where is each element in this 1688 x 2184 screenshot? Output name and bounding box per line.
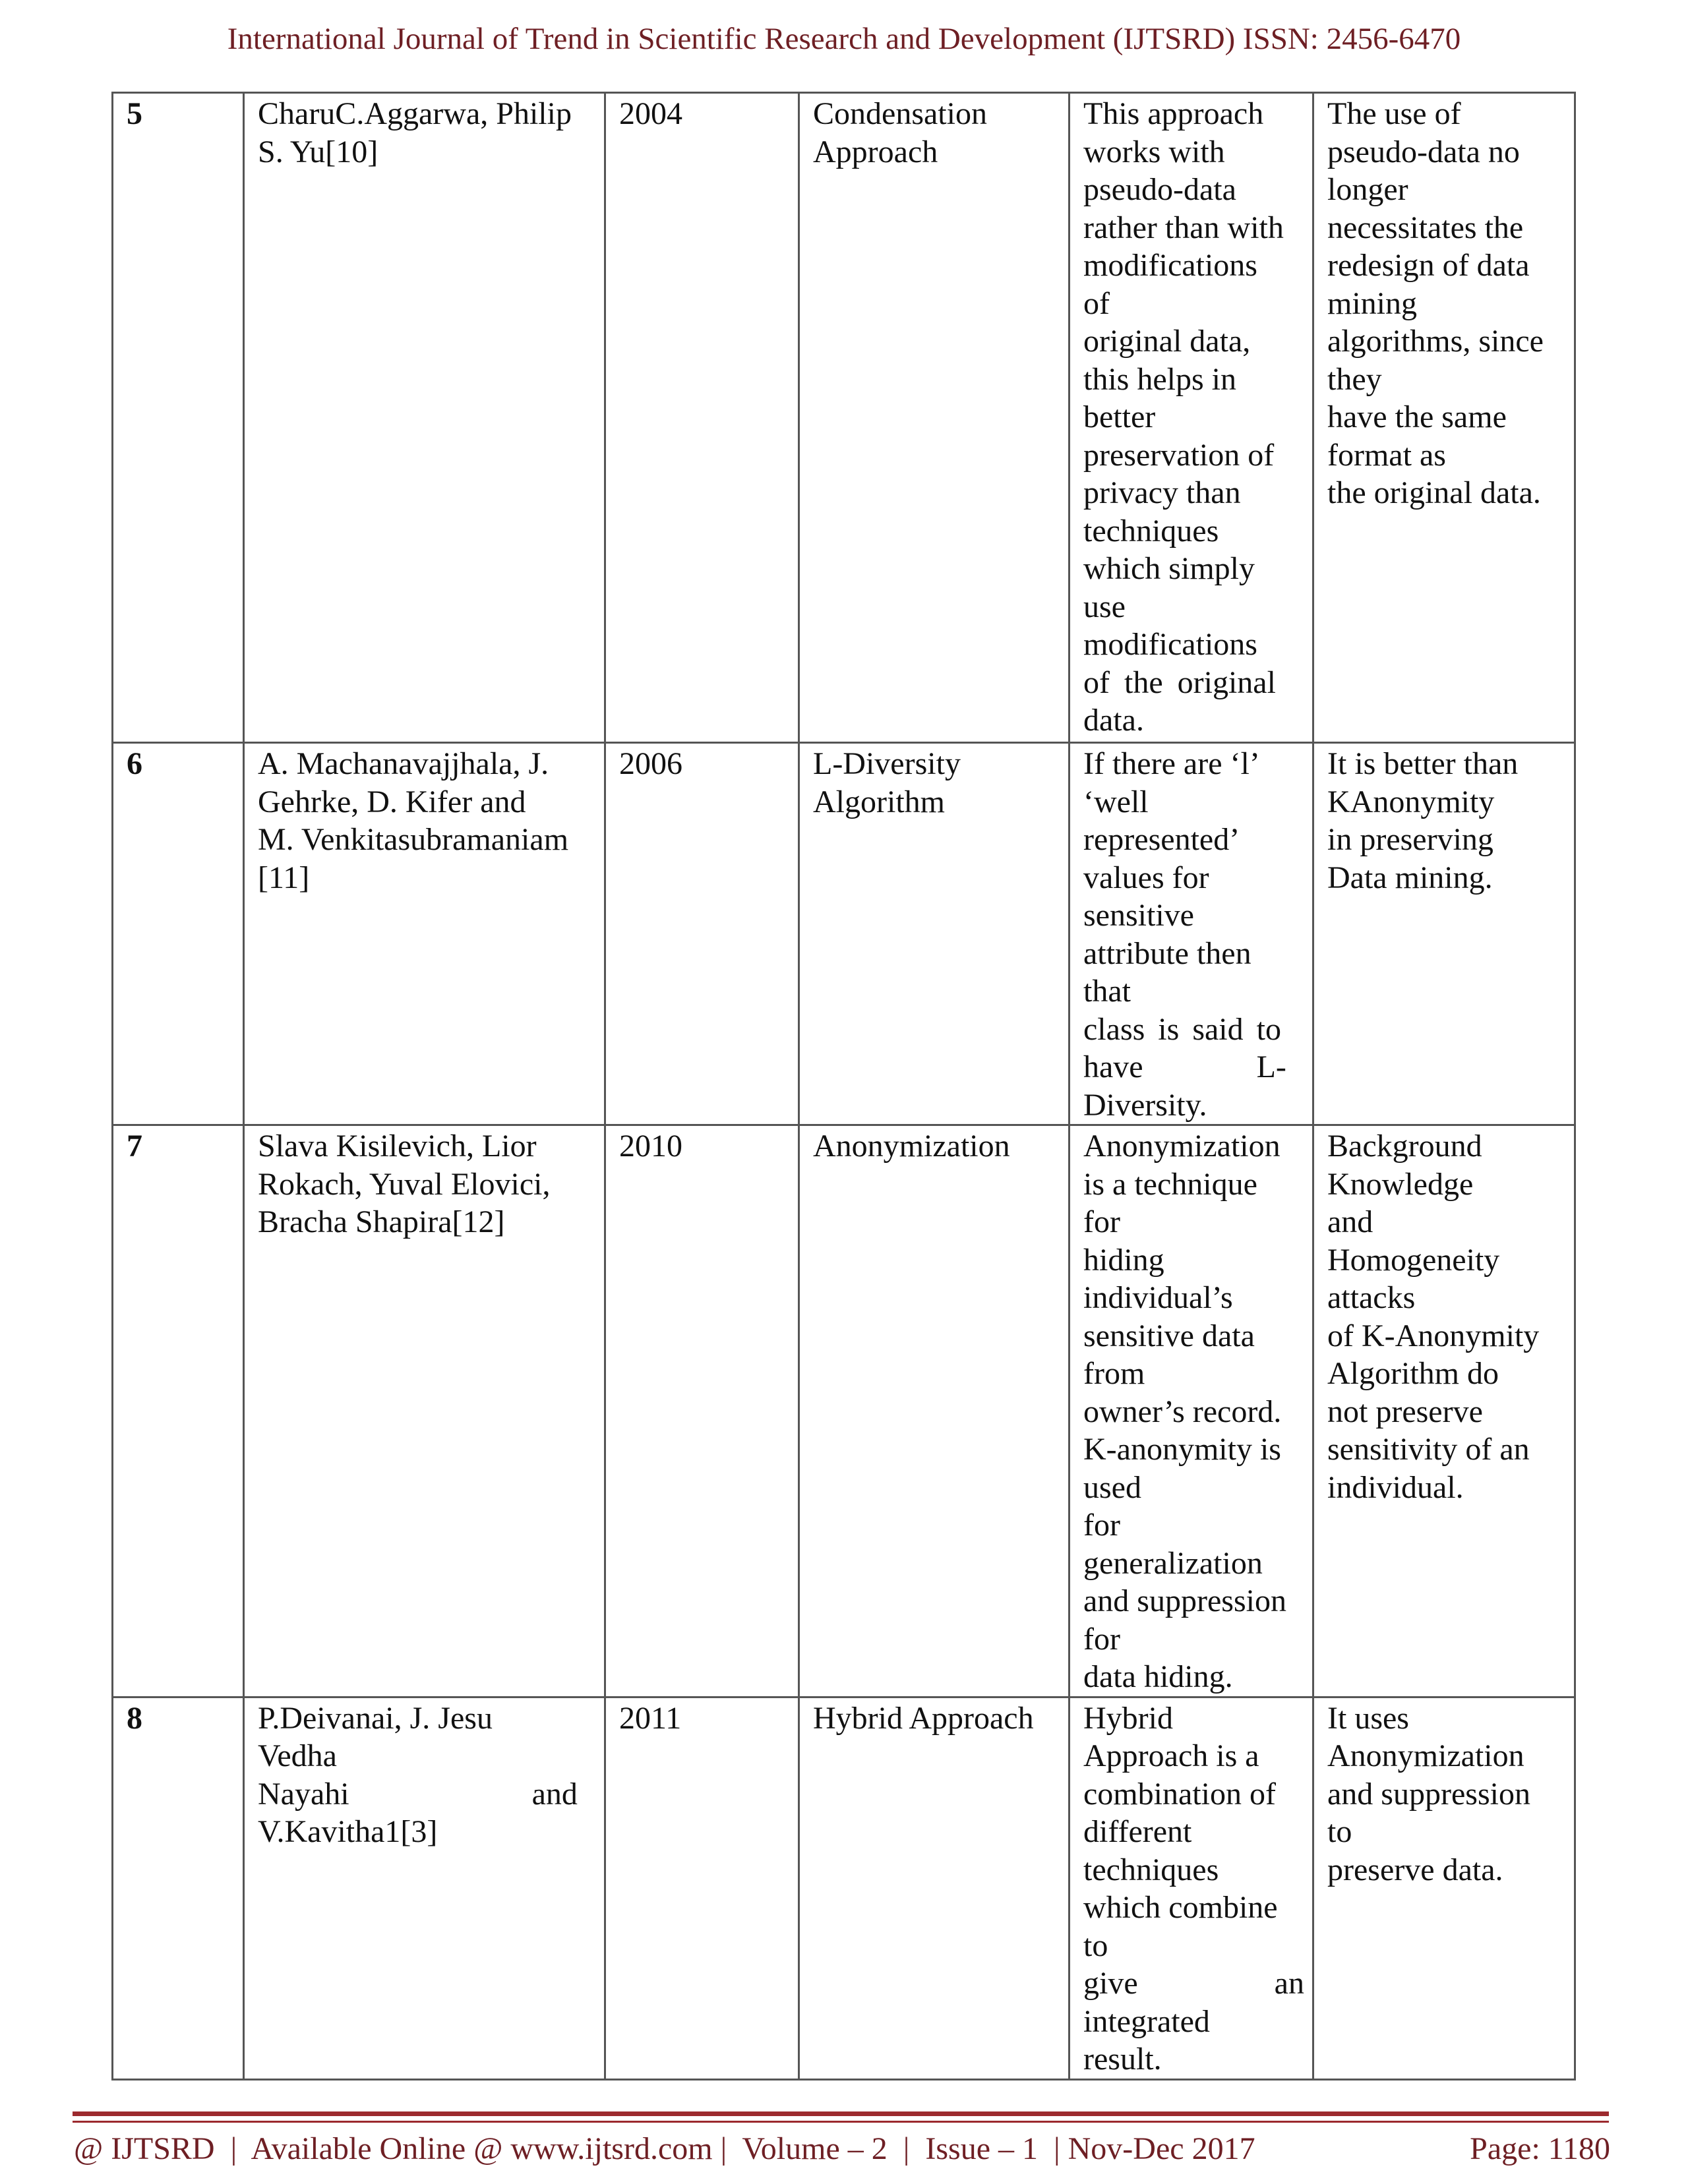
advantage-cell: The use of pseudo-data no longer necessitates the redesign of data mining algorithms, since they have the same format as the original data. — [1313, 93, 1575, 743]
advantage-cell: Background Knowledge and Homogeneity attacks of K-Anonymity Algorithm do not preserve sensitivity of an individual. — [1313, 1125, 1575, 1697]
advantage-cell: It is better than KAnonymity in preserving Data mining. — [1313, 743, 1575, 1125]
authors-cell: P.Deivanai, J. Jesu Vedha Nayahi and V.Kavitha1[3] — [244, 1697, 605, 2079]
table-row — [113, 93, 1575, 743]
footer-info: @ IJTSRD | Available Online @ www.ijtsrd.com | Volume – 2 | Issue – 1 | Nov-Dec 2017 — [74, 2131, 1255, 2166]
table-row — [113, 1125, 1575, 1697]
footer-rule-thin — [73, 2121, 1609, 2123]
authors-cell: A. Machanavajjhala, J. Gehrke, D. Kifer and M. Venkitasubramaniam [11] — [244, 743, 605, 1125]
table-row — [113, 743, 1575, 1125]
journal-header: International Journal of Trend in Scientific Research and Development (IJTSRD) ISSN: 2456-6470 — [227, 22, 1461, 56]
technique-cell: Anonymization — [799, 1125, 1070, 1697]
literature-survey-table — [111, 92, 1576, 2081]
year-cell: 2011 — [605, 1697, 799, 2079]
technique-cell: Hybrid Approach — [799, 1697, 1070, 2079]
row-number: 8 — [113, 1697, 244, 2079]
page-footer — [74, 2131, 1610, 2177]
authors-cell: CharuC.Aggarwa, Philip S. Yu[10] — [244, 93, 605, 743]
technique-cell: Condensation Approach — [799, 93, 1070, 743]
authors-cell: Slava Kisilevich, Lior Rokach, Yuval Elovici, Bracha Shapira[12] — [244, 1125, 605, 1697]
advantage-cell: It uses Anonymization and suppression to preserve data. — [1313, 1697, 1575, 2079]
row-number: 5 — [113, 93, 244, 743]
year-cell: 2004 — [605, 93, 799, 743]
footer-rule — [73, 2111, 1609, 2116]
description-cell: Anonymization is a technique for hiding individual’s sensitive data from owner’s record. K-anonymity is used for generalization and suppression for data hiding. — [1070, 1125, 1313, 1697]
row-number: 6 — [113, 743, 244, 1125]
description-cell: If there are ‘l’ ‘well represented’ values for sensitive attribute then that class is said to have L- Diversity. — [1070, 743, 1313, 1125]
technique-cell: L-Diversity Algorithm — [799, 743, 1070, 1125]
description-cell: This approach works with pseudo-data rather than with modifications of original data, this helps in better preservation of privacy than techniques which simply use modifications of the original data. — [1070, 93, 1313, 743]
page-number: Page: 1180 — [1470, 2131, 1610, 2166]
year-cell: 2006 — [605, 743, 799, 1125]
year-cell: 2010 — [605, 1125, 799, 1697]
row-number: 7 — [113, 1125, 244, 1697]
description-cell: Hybrid Approach is a combination of different techniques which combine to give an integrated result. — [1070, 1697, 1313, 2079]
table-row — [113, 1697, 1575, 2079]
